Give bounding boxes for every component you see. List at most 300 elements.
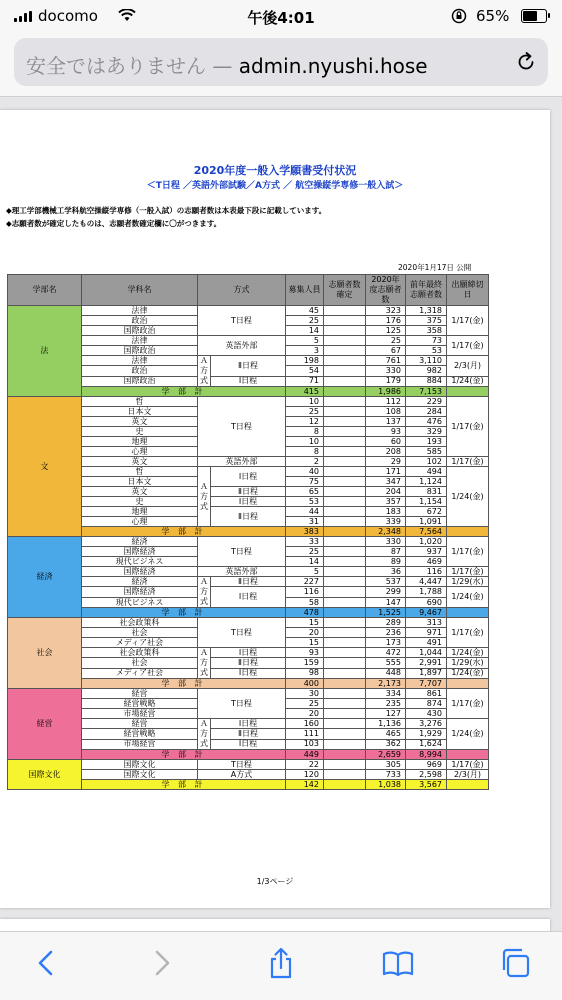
confirmed-cell xyxy=(324,417,366,427)
department-name: 社会政策科 xyxy=(82,618,198,628)
confirmed-cell xyxy=(324,356,366,366)
applicants-cell: 761 xyxy=(366,356,406,366)
department-name: 日本文 xyxy=(82,407,198,417)
quota-cell: 58 xyxy=(286,598,324,608)
department-name: 国際経済 xyxy=(82,587,198,598)
confirmed-cell xyxy=(324,557,366,567)
department-name: 社会 xyxy=(82,628,198,638)
subtotal-prev-applicants: 8,994 xyxy=(406,750,447,760)
confirmed-cell xyxy=(324,487,366,497)
prev-applicants-cell: 116 xyxy=(406,567,447,577)
url-domain: admin.nyushi.hose xyxy=(238,54,428,78)
header-quota: 募集人員 xyxy=(286,275,324,306)
subtotal-applicants: 2,659 xyxy=(366,750,406,760)
quota-cell: 10 xyxy=(286,437,324,447)
prev-applicants-cell: 3,110 xyxy=(406,356,447,366)
quota-cell: 103 xyxy=(286,739,324,749)
quota-cell: 93 xyxy=(286,648,324,658)
applicants-cell: 334 xyxy=(366,689,406,699)
a-method-cell: Ａ方式 xyxy=(198,577,211,608)
prev-applicants-cell: 1,020 xyxy=(406,537,447,547)
department-name: 経営 xyxy=(82,689,198,699)
subtotal-confirmed xyxy=(324,679,366,689)
subtotal-prev-applicants: 7,707 xyxy=(406,679,447,689)
deadline-cell: 1/17(金) xyxy=(447,760,489,770)
confirmed-cell xyxy=(324,366,366,376)
confirmed-cell xyxy=(324,427,366,437)
applicants-cell: 89 xyxy=(366,557,406,567)
applicants-cell: 1,136 xyxy=(366,719,406,729)
prev-applicants-cell: 1,124 xyxy=(406,477,447,487)
prev-applicants-cell: 102 xyxy=(406,457,447,467)
applicants-cell: 362 xyxy=(366,739,406,749)
subtotal-deadline xyxy=(447,679,489,689)
confirmed-cell xyxy=(324,638,366,648)
subtotal-label: 学 部 計 xyxy=(82,750,286,760)
applicants-cell: 112 xyxy=(366,397,406,407)
address-bar-area xyxy=(0,34,562,97)
header-applicants-2020: 2020年度志願者数 xyxy=(366,275,406,306)
quota-cell: 8 xyxy=(286,447,324,457)
method-cell: Ⅱ日程 xyxy=(211,487,286,497)
applicants-cell: 733 xyxy=(366,770,406,780)
applicants-cell: 176 xyxy=(366,316,406,326)
subtotal-prev-applicants: 3,567 xyxy=(406,780,447,790)
department-name: 社会政策科 xyxy=(82,648,198,658)
department-name: 国際経済 xyxy=(82,567,198,577)
prev-applicants-cell: 937 xyxy=(406,547,447,557)
method-cell: Ⅰ日程 xyxy=(211,376,286,386)
prev-applicants-cell: 73 xyxy=(406,336,447,346)
subtotal-applicants: 2,348 xyxy=(366,527,406,537)
prev-applicants-cell: 971 xyxy=(406,628,447,638)
applicants-cell: 87 xyxy=(366,547,406,557)
confirmed-cell xyxy=(324,739,366,749)
subtotal-label: 学 部 計 xyxy=(82,387,286,397)
department-name: 史 xyxy=(82,427,198,437)
subtotal-prev-applicants: 9,467 xyxy=(406,608,447,618)
subtotal-label: 学 部 計 xyxy=(82,527,286,537)
deadline-cell: 1/17(金) xyxy=(447,457,489,467)
method-cell: Ⅱ日程 xyxy=(211,577,286,587)
applicants-cell: 204 xyxy=(366,487,406,497)
confirmed-cell xyxy=(324,537,366,547)
header-confirmed: 志願者数確定 xyxy=(324,275,366,306)
quota-cell: 33 xyxy=(286,537,324,547)
method-cell: Ⅱ日程 xyxy=(211,658,286,668)
confirmed-cell xyxy=(324,587,366,598)
prev-applicants-cell: 672 xyxy=(406,507,447,517)
confirmed-cell xyxy=(324,658,366,668)
department-name: 哲 xyxy=(82,467,198,477)
quota-cell: 227 xyxy=(286,577,324,587)
table-header xyxy=(8,275,489,306)
subtotal-deadline xyxy=(447,608,489,618)
header-method: 方式 xyxy=(198,275,286,306)
method-cell: Ⅱ日程 xyxy=(211,356,286,377)
a-method-cell: Ａ方式 xyxy=(198,719,211,750)
quota-cell: 14 xyxy=(286,557,324,567)
quota-cell: 159 xyxy=(286,658,324,668)
confirmed-cell xyxy=(324,507,366,517)
clock: 午後4:01 xyxy=(247,9,315,27)
prev-applicants-cell: 4,447 xyxy=(406,577,447,587)
prev-applicants-cell: 831 xyxy=(406,487,447,497)
method-cell: Ⅱ日程 xyxy=(211,507,286,527)
quota-cell: 12 xyxy=(286,417,324,427)
confirmed-cell xyxy=(324,457,366,467)
confirmed-cell xyxy=(324,729,366,739)
prev-applicants-cell: 494 xyxy=(406,467,447,477)
department-name: 経済 xyxy=(82,537,198,547)
deadline-cell: 1/17(金) xyxy=(447,689,489,719)
department-name: 心理 xyxy=(82,517,198,527)
subtotal-quota: 383 xyxy=(286,527,324,537)
applicants-cell: 472 xyxy=(366,648,406,658)
subtotal-confirmed xyxy=(324,750,366,760)
department-name: 国際政治 xyxy=(82,326,198,336)
table-row xyxy=(8,760,489,770)
method-cell: Ⅰ日程 xyxy=(211,739,286,749)
applicants-cell: 93 xyxy=(366,427,406,437)
prev-applicants-cell: 375 xyxy=(406,316,447,326)
confirmed-cell xyxy=(324,376,366,386)
confirmed-cell xyxy=(324,719,366,729)
share-icon[interactable] xyxy=(264,946,298,980)
prev-applicants-cell: 690 xyxy=(406,598,447,608)
prev-applicants-cell: 313 xyxy=(406,618,447,628)
confirmed-cell xyxy=(324,497,366,507)
department-name: 経営 xyxy=(82,719,198,729)
prev-applicants-cell: 491 xyxy=(406,638,447,648)
department-name: 日本文 xyxy=(82,477,198,487)
confirmed-cell xyxy=(324,668,366,678)
confirmed-cell xyxy=(324,326,366,336)
bookmarks-icon[interactable] xyxy=(381,946,415,980)
department-name: 法律 xyxy=(82,336,198,346)
prev-applicants-cell: 2,598 xyxy=(406,770,447,780)
quota-cell: 20 xyxy=(286,709,324,719)
confirmed-cell xyxy=(324,306,366,316)
quota-cell: 30 xyxy=(286,689,324,699)
quota-cell: 75 xyxy=(286,477,324,487)
department-name: 地理 xyxy=(82,437,198,447)
header-deadline: 出願締切日 xyxy=(447,275,489,306)
quota-cell: 120 xyxy=(286,770,324,780)
deadline-cell: 1/24(金) xyxy=(447,467,489,527)
applicants-cell: 235 xyxy=(366,699,406,709)
confirmed-cell xyxy=(324,689,366,699)
applicants-cell: 330 xyxy=(366,366,406,376)
header-faculty: 学部名 xyxy=(8,275,82,306)
prev-applicants-cell: 1,318 xyxy=(406,306,447,316)
department-name: 法律 xyxy=(82,306,198,316)
applicants-cell: 36 xyxy=(366,567,406,577)
quota-cell: 8 xyxy=(286,427,324,437)
quota-cell: 45 xyxy=(286,306,324,316)
quota-cell: 44 xyxy=(286,507,324,517)
quota-cell: 5 xyxy=(286,336,324,346)
deadline-cell: 1/24(金) xyxy=(447,376,489,386)
deadline-cell: 1/17(金) xyxy=(447,397,489,457)
confirmed-cell xyxy=(324,598,366,608)
method-cell: Ⅰ日程 xyxy=(211,668,286,678)
a-method-cell: Ａ方式 xyxy=(198,356,211,387)
applicants-cell: 330 xyxy=(366,537,406,547)
department-name: メディア社会 xyxy=(82,668,198,678)
confirmed-cell xyxy=(324,567,366,577)
prev-applicants-cell: 284 xyxy=(406,407,447,417)
department-name: 地理 xyxy=(82,507,198,517)
applicants-cell: 299 xyxy=(366,587,406,598)
rotation-lock-icon xyxy=(451,8,467,24)
confirmed-cell xyxy=(324,648,366,658)
deadline-cell: 1/17(金) xyxy=(447,618,489,648)
deadline-cell: 1/17(金) xyxy=(447,306,489,336)
deadline-cell: 1/17(金) xyxy=(447,567,489,577)
method-cell: 英語外部 xyxy=(198,457,286,467)
method-cell: T日程 xyxy=(198,397,286,457)
department-name: 英文 xyxy=(82,417,198,427)
department-name: メディア社会 xyxy=(82,638,198,648)
quota-cell: 116 xyxy=(286,587,324,598)
method-cell: A方式 xyxy=(198,770,286,780)
subtotal-label: 学 部 計 xyxy=(82,608,286,618)
battery-icon xyxy=(521,9,547,23)
deadline-cell: 1/17(金) xyxy=(447,537,489,567)
applicants-cell: 171 xyxy=(366,467,406,477)
faculty-name: 文 xyxy=(8,397,82,537)
subtotal-applicants: 1,038 xyxy=(366,780,406,790)
quota-cell: 15 xyxy=(286,638,324,648)
department-name: 哲 xyxy=(82,397,198,407)
carrier-name: docomo xyxy=(38,7,98,25)
back-icon[interactable] xyxy=(30,946,64,980)
subtotal-prev-applicants: 7,564 xyxy=(406,527,447,537)
department-name: 英文 xyxy=(82,457,198,467)
applicants-cell: 147 xyxy=(366,598,406,608)
quota-cell: 5 xyxy=(286,567,324,577)
deadline-cell: 1/17(金) xyxy=(447,336,489,356)
applicants-cell: 289 xyxy=(366,618,406,628)
subtotal-quota: 142 xyxy=(286,780,324,790)
quota-cell: 111 xyxy=(286,729,324,739)
method-cell: T日程 xyxy=(198,537,286,567)
department-name: 国際文化 xyxy=(82,760,198,770)
prev-applicants-cell: 229 xyxy=(406,397,447,407)
prev-applicants-cell: 1,154 xyxy=(406,497,447,507)
confirmed-cell xyxy=(324,770,366,780)
confirmed-cell xyxy=(324,477,366,487)
quota-cell: 98 xyxy=(286,668,324,678)
deadline-cell: 2/3(月) xyxy=(447,770,489,780)
deadline-cell: 1/29(水) xyxy=(447,577,489,587)
quota-cell: 54 xyxy=(286,366,324,376)
confirmed-cell xyxy=(324,346,366,356)
applicants-cell: 448 xyxy=(366,668,406,678)
confirmed-cell xyxy=(324,618,366,628)
subtotal-quota: 478 xyxy=(286,608,324,618)
address-bar[interactable] xyxy=(14,38,548,86)
applicants-cell: 60 xyxy=(366,437,406,447)
method-cell: 英語外部 xyxy=(198,567,286,577)
confirmed-cell xyxy=(324,628,366,638)
subtotal-deadline xyxy=(447,750,489,760)
confirmed-cell xyxy=(324,467,366,477)
applicants-cell: 465 xyxy=(366,729,406,739)
method-cell: Ⅰ日程 xyxy=(211,497,286,507)
header-department: 学科名 xyxy=(82,275,198,306)
quota-cell: 65 xyxy=(286,487,324,497)
faculty-name: 経済 xyxy=(8,537,82,618)
quota-cell: 53 xyxy=(286,497,324,507)
applicants-cell: 339 xyxy=(366,517,406,527)
confirmed-cell xyxy=(324,336,366,346)
quota-cell: 25 xyxy=(286,316,324,326)
confirmed-cell xyxy=(324,407,366,417)
confirmed-cell xyxy=(324,577,366,587)
quota-cell: 14 xyxy=(286,326,324,336)
prev-applicants-cell: 1,624 xyxy=(406,739,447,749)
quota-cell: 3 xyxy=(286,346,324,356)
department-name: 社会 xyxy=(82,658,198,668)
method-cell: Ⅰ日程 xyxy=(211,648,286,658)
reload-icon[interactable] xyxy=(514,50,538,74)
subtotal-applicants: 2,173 xyxy=(366,679,406,689)
method-cell: T日程 xyxy=(198,689,286,719)
confirmed-cell xyxy=(324,760,366,770)
confirmed-cell xyxy=(324,447,366,457)
deadline-cell: 1/24(金) xyxy=(447,668,489,678)
publish-date: 2020年1月17日 公開 xyxy=(398,263,472,272)
prev-applicants-cell: 193 xyxy=(406,437,447,447)
prev-applicants-cell: 874 xyxy=(406,699,447,709)
subtotal-confirmed xyxy=(324,387,366,397)
page-number: 1/3ページ xyxy=(256,877,294,886)
applicants-cell: 125 xyxy=(366,326,406,336)
a-method-cell: Ａ方式 xyxy=(198,648,211,679)
quota-cell: 22 xyxy=(286,760,324,770)
department-name: 市場経営 xyxy=(82,709,198,719)
subtotal-confirmed xyxy=(324,527,366,537)
applicants-cell: 67 xyxy=(366,346,406,356)
department-name: 史 xyxy=(82,497,198,507)
subtotal-deadline xyxy=(447,387,489,397)
department-name: 心理 xyxy=(82,447,198,457)
method-cell: T日程 xyxy=(198,618,286,648)
prev-applicants-cell: 1,897 xyxy=(406,668,447,678)
applicants-cell: 236 xyxy=(366,628,406,638)
department-name: 現代ビジネス xyxy=(82,598,198,608)
note-1: ◆理工学部機械工学科航空操縦学専修（一般入試）の志願者数は本表最下段に記載しています。 xyxy=(6,206,327,215)
prev-applicants-cell: 1,788 xyxy=(406,587,447,598)
subtotal-quota: 400 xyxy=(286,679,324,689)
prev-applicants-cell: 1,091 xyxy=(406,517,447,527)
subtotal-label: 学 部 計 xyxy=(82,679,286,689)
a-method-cell: Ａ方式 xyxy=(198,467,211,527)
battery-fill xyxy=(523,11,537,21)
pdf-page xyxy=(0,110,550,908)
applicants-cell: 25 xyxy=(366,336,406,346)
applicants-cell: 323 xyxy=(366,306,406,316)
quota-cell: 160 xyxy=(286,719,324,729)
table-row xyxy=(8,689,489,699)
quota-cell: 25 xyxy=(286,547,324,557)
method-cell: Ⅰ日程 xyxy=(211,467,286,487)
document-subtitle: ＜T日程 ／英語外部試験／A方式 ／ 航空操縦学専修一般入試＞ xyxy=(146,181,404,191)
department-name: 国際経済 xyxy=(82,547,198,557)
prev-applicants-cell: 585 xyxy=(406,447,447,457)
applicants-cell: 108 xyxy=(366,407,406,417)
department-name: 経営戦略 xyxy=(82,699,198,709)
confirmed-cell xyxy=(324,547,366,557)
applicants-cell: 173 xyxy=(366,638,406,648)
deadline-cell: 1/24(金) xyxy=(447,648,489,658)
subtotal-quota: 415 xyxy=(286,387,324,397)
url-separator: — xyxy=(206,54,239,78)
subtotal-deadline xyxy=(447,527,489,537)
prev-applicants-cell: 358 xyxy=(406,326,447,336)
prev-applicants-cell: 1,929 xyxy=(406,729,447,739)
url-text[interactable] xyxy=(26,50,428,79)
applicants-cell: 127 xyxy=(366,709,406,719)
department-name: 国際政治 xyxy=(82,346,198,356)
pdf-viewer[interactable] xyxy=(0,97,562,931)
subtotal-prev-applicants: 7,153 xyxy=(406,387,447,397)
pdf-page-2 xyxy=(0,919,550,931)
method-cell: Ⅰ日程 xyxy=(211,587,286,608)
applicants-cell: 179 xyxy=(366,376,406,386)
faculty-name: 国際文化 xyxy=(8,760,82,790)
deadline-cell: 1/24(金) xyxy=(447,587,489,608)
applicants-cell: 537 xyxy=(366,577,406,587)
quota-cell: 10 xyxy=(286,397,324,407)
department-name: 政治 xyxy=(82,316,198,326)
department-name: 政治 xyxy=(82,366,198,376)
subtotal-quota: 449 xyxy=(286,750,324,760)
applicants-cell: 137 xyxy=(366,417,406,427)
method-cell: T日程 xyxy=(198,760,286,770)
confirmed-cell xyxy=(324,437,366,447)
confirmed-cell xyxy=(324,709,366,719)
prev-applicants-cell: 469 xyxy=(406,557,447,567)
subtotal-confirmed xyxy=(324,608,366,618)
deadline-cell: 2/3(月) xyxy=(447,356,489,377)
prev-applicants-cell: 884 xyxy=(406,376,447,386)
insecure-label: 安全ではありません xyxy=(26,54,206,78)
subtotal-applicants: 1,525 xyxy=(366,608,406,618)
department-name: 英文 xyxy=(82,487,198,497)
deadline-cell: 1/24(金) xyxy=(447,719,489,750)
applicants-cell: 347 xyxy=(366,477,406,487)
tabs-icon[interactable] xyxy=(498,946,532,980)
confirmed-cell xyxy=(324,397,366,407)
forward-icon[interactable] xyxy=(144,946,178,980)
applicants-cell: 357 xyxy=(366,497,406,507)
method-cell: Ⅰ日程 xyxy=(211,719,286,729)
document-title: 2020年度一般入学願書受付状況 xyxy=(193,164,357,177)
prev-applicants-cell: 1,044 xyxy=(406,648,447,658)
faculty-name: 法 xyxy=(8,306,82,397)
table-row xyxy=(8,537,489,547)
quota-cell: 25 xyxy=(286,407,324,417)
subtotal-confirmed xyxy=(324,780,366,790)
applicants-cell: 555 xyxy=(366,658,406,668)
quota-cell: 20 xyxy=(286,628,324,638)
department-name: 国際政治 xyxy=(82,376,198,386)
deadline-cell: 1/29(水) xyxy=(447,658,489,668)
quota-cell: 31 xyxy=(286,517,324,527)
